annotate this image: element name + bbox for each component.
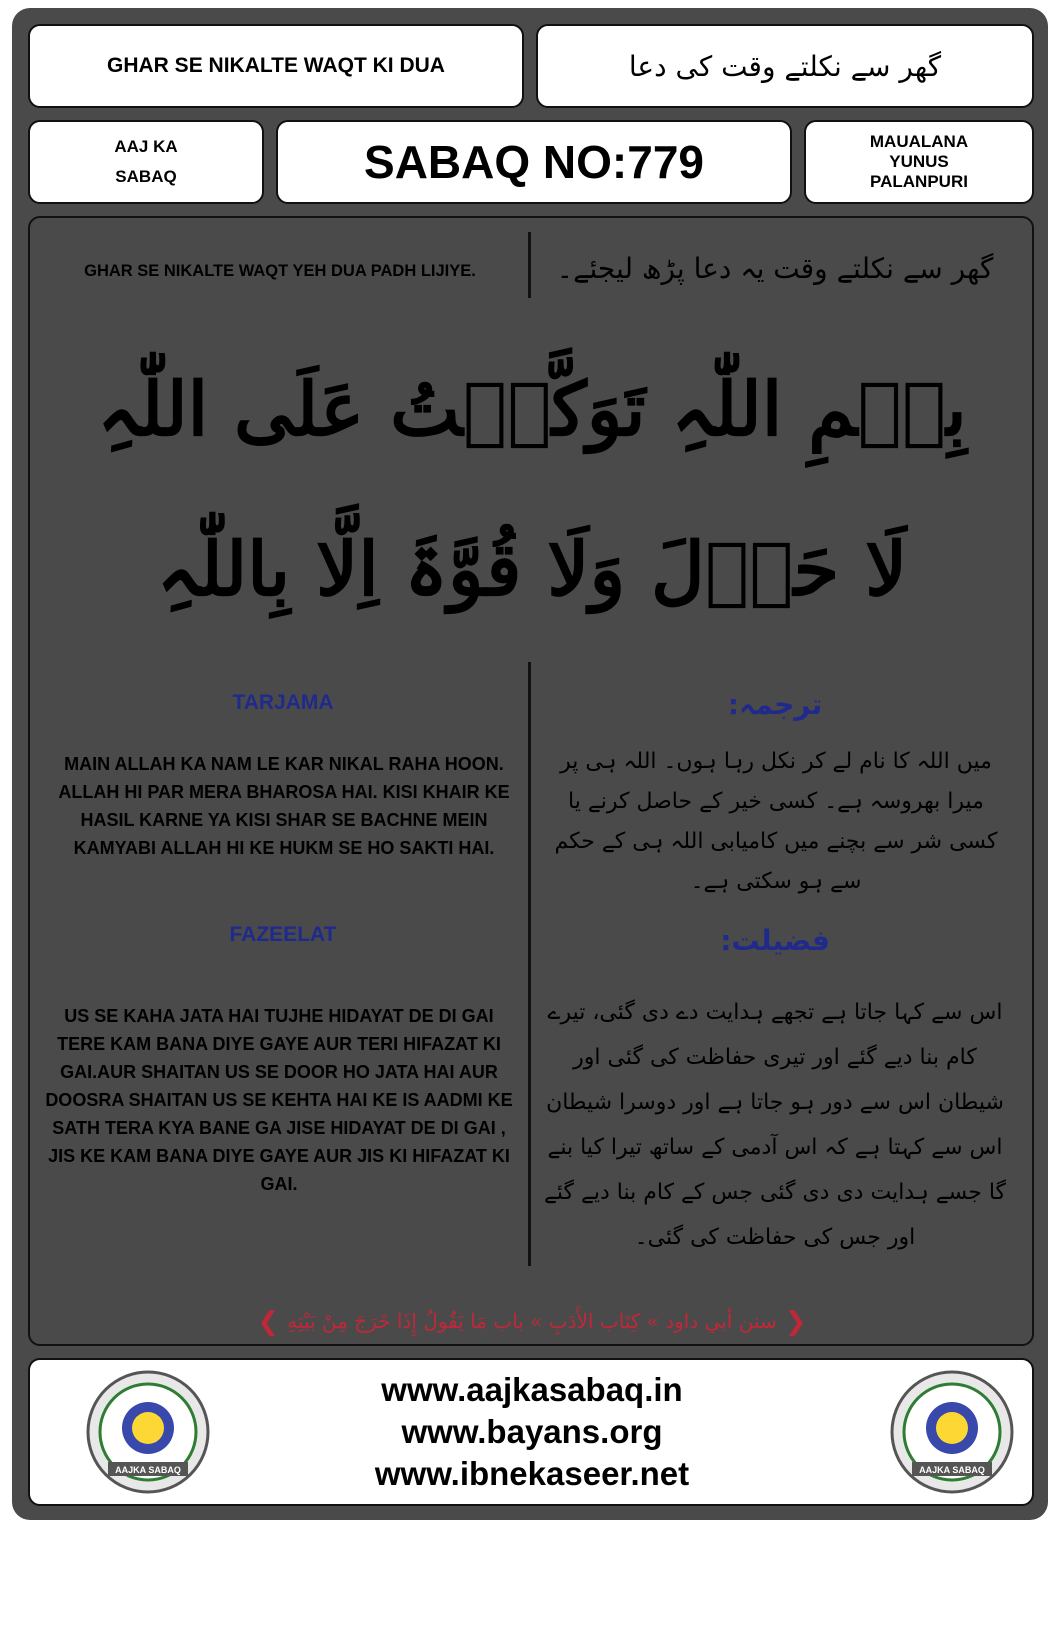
aajka-sabaq-logo-left: [84, 1368, 212, 1496]
author-line-2: YUNUS: [889, 152, 949, 171]
fazeelat-text-english: US SE KAHA JATA HAI TUJHE HIDAYAT DE DI GAI TERE KAM BANA DIYE GAYE AUR TERI HIFAZAT KI GAI.AUR SHAITAN US SE DOOR HO JATA HAI AUR DOOSRA SHAITAN US SE KEHTA HAI KE IS AADMI KE SATH TERA KYA BANE GA JISE HIDAYAT DE DI GAI , JIS KE KAM BANA DIYE GAYE AUR JIS KI HIFAZAT KI GAI.: [45, 1006, 513, 1194]
author-line-3: PALANPURI: [870, 172, 968, 191]
url-bayans[interactable]: www.bayans.org: [401, 1413, 663, 1450]
title-english: GHAR SE NIKALTE WAQT KI DUA: [107, 54, 445, 77]
tarjama-text-urdu: میں اللہ کا نام لے کر نکل رہا ہوں۔ اللہ ہی پر میرا بھروسہ ہے۔ کسی خیر کے حاصل کرنے یا کسی شر سے بچنے میں کامیابی اللہ ہی کے حکم سے ہو سکتی ہے۔: [554, 749, 998, 894]
intro-english: GHAR SE NIKALTE WAQT YEH DUA PADH LIJIYE.: [84, 261, 476, 280]
fazeelat-heading-urdu: فضیلت:: [720, 923, 830, 957]
dua-line-1: بِسۡمِ اللّٰہِ تَوَکَّلۡتُ عَلَی اللّٰہِ: [97, 366, 967, 453]
intro-urdu: گھر سے نکلتے وقت یہ دعا پڑھ لیجئے۔: [556, 251, 994, 285]
tarjama-heading-urdu: ترجمہ:: [727, 687, 823, 721]
url-aajkasabaq[interactable]: www.aajkasabaq.in: [381, 1371, 683, 1408]
svg-text:AAJKA SABAQ: AAJKA SABAQ: [919, 1465, 985, 1475]
fazeelat-text-urdu: اس سے کہا جاتا ہے تجھے ہدایت دے دی گئی، تیرے کام بنا دیے گئے اور تیری حفاظت کی گئی اور شیطان اس سے دور ہو جاتا ہے اور دوسرا شیطان اس سے کہتا ہے کہ اس آدمی کے ساتھ تیرا کیا بنے گا جسے ہدایت دی دی گئی جس کے کام بنا دیے گئے اور جس کی حفاظت کی گئی۔: [543, 1000, 1007, 1250]
author-line-1: MAUALANA: [869, 132, 969, 151]
url-ibnekaseer[interactable]: www.ibnekaseer.net: [374, 1455, 690, 1492]
sabaq-label: SABAQ: [115, 167, 177, 186]
sabaq-number: SABAQ NO:779: [364, 136, 704, 188]
footer-urls: [340, 1366, 724, 1498]
aaj-ka-label: AAJ KA: [114, 137, 178, 156]
title-urdu: گھر سے نکلتے وقت کی دعا: [628, 49, 942, 83]
ornament-right-icon: ❯: [784, 1305, 807, 1336]
column-divider: [528, 662, 531, 1266]
svg-text:AAJKA SABAQ: AAJKA SABAQ: [115, 1465, 181, 1475]
tarjama-text-english: MAIN ALLAH KA NAM LE KAR NIKAL RAHA HOON. ALLAH HI PAR MERA BHAROSA HAI. KISI KHAIR KE HASIL KARNE YA KISI SHAR SE BACHNE MEIN KAMYABI ALLAH HI KE HUKM SE HO SAKTI HAI.: [58, 754, 510, 858]
aajka-sabaq-logo-right: [888, 1368, 1016, 1496]
dua-line-2: لَا حَوۡلَ وَلَا قُوَّۃَ اِلَّا بِاللّٰہِ: [156, 526, 908, 613]
fazeelat-heading-english: FAZEELAT: [229, 923, 337, 946]
tarjama-heading-english: TARJAMA: [232, 691, 334, 714]
intro-divider: [528, 232, 531, 298]
ornament-left-icon: ❮: [257, 1305, 280, 1336]
hadith-reference: ❮ سنن أبي داود » كِتَاب الأَدَبِ » باب مَا يَقُولُ إِذَا خَرَجَ مِنْ بَيْتِهِ ❯: [257, 1305, 807, 1336]
